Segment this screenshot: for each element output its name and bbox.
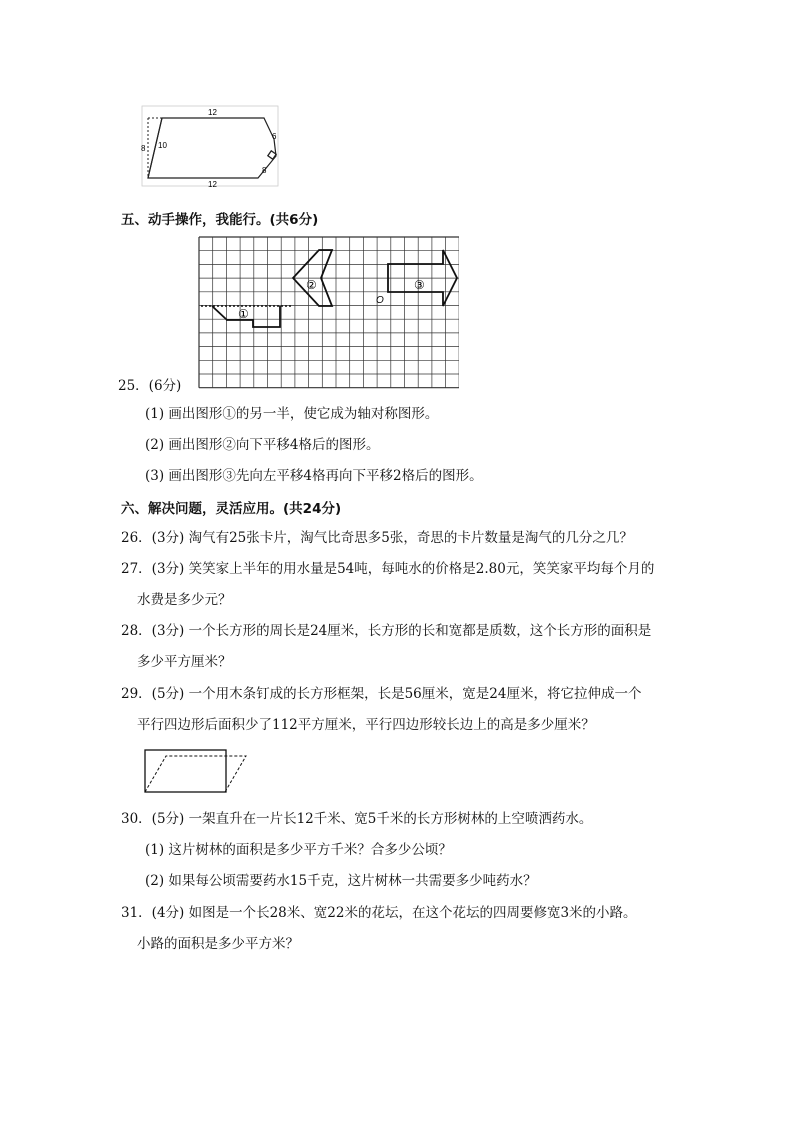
q30-line1: 30．(5分) 一架直升在一片长12千米、宽5千米的长方形树林的上空喷洒药水。: [121, 811, 593, 827]
trapezoid-top-label: 12: [208, 108, 217, 117]
shape-3-label: ③: [414, 278, 425, 292]
q28-line2: 多少平方厘米？: [137, 654, 232, 670]
q25-item-1: (1) 画出图形①的另一半，使它成为轴对称图形。: [145, 406, 439, 422]
rectangle-parallelogram-figure: [142, 745, 252, 797]
trapezoid-right-lower-label: 8: [262, 166, 267, 175]
q25-item-2: (2) 画出图形②向下平移4格后的图形。: [145, 437, 380, 453]
q31-line2: 小路的面积是多少平方米？: [137, 936, 299, 952]
shape-1-label: ①: [238, 307, 249, 321]
q30-sub1: (1) 这片树林的面积是多少平方千米？合多少公顷？: [145, 842, 452, 858]
origin-label: O: [376, 295, 384, 306]
q31-line1: 31．(4分) 如图是一个长28米、宽22米的花坛，在这个花坛的四周要修宽3米的小路。: [121, 905, 637, 921]
q25-item-3: (3) 画出图形③先向左平移4格再向下平移2格后的图形。: [145, 468, 483, 484]
section5-heading: 五、动手操作，我能行。(共6分): [121, 212, 319, 228]
trapezoid-slant-label: 10: [158, 141, 167, 150]
q27-line1: 27．(3分) 笑笑家上半年的用水量是54吨，每吨水的价格是2.80元，笑笑家平均每个月的: [121, 561, 655, 577]
trapezoid-bottom-label: 12: [208, 180, 217, 188]
q25-number: 25．(6分): [118, 378, 182, 394]
q29-line1: 29．(5分) 一个用木条钉成的长方形框架，长是56厘米，宽是24厘米，将它拉伸成一个: [121, 686, 642, 702]
shape-2-label: ②: [306, 278, 317, 292]
q26-line1: 26．(3分) 淘气有25张卡片，淘气比奇思多5张，奇思的卡片数量是淘气的几分之几？: [121, 530, 633, 546]
q29-line2: 平行四边形后面积少了112平方厘米，平行四边形较长边上的高是多少厘米？: [137, 717, 595, 733]
trapezoid-height-label: 8: [141, 144, 146, 153]
section6-heading: 六、解决问题，灵活应用。(共24分): [121, 501, 342, 517]
q27-line2: 水费是多少元？: [137, 592, 232, 608]
grid-figure: [198, 236, 459, 390]
trapezoid-right-upper-label: 6: [272, 132, 277, 141]
q30-sub2: (2) 如果每公顷需要药水15千克，这片树林一共需要多少吨药水？: [145, 873, 537, 889]
q28-line1: 28．(3分) 一个长方形的周长是24厘米，长方形的长和宽都是质数，这个长方形的面积是: [121, 623, 652, 639]
trapezoid-figure: [140, 104, 280, 188]
